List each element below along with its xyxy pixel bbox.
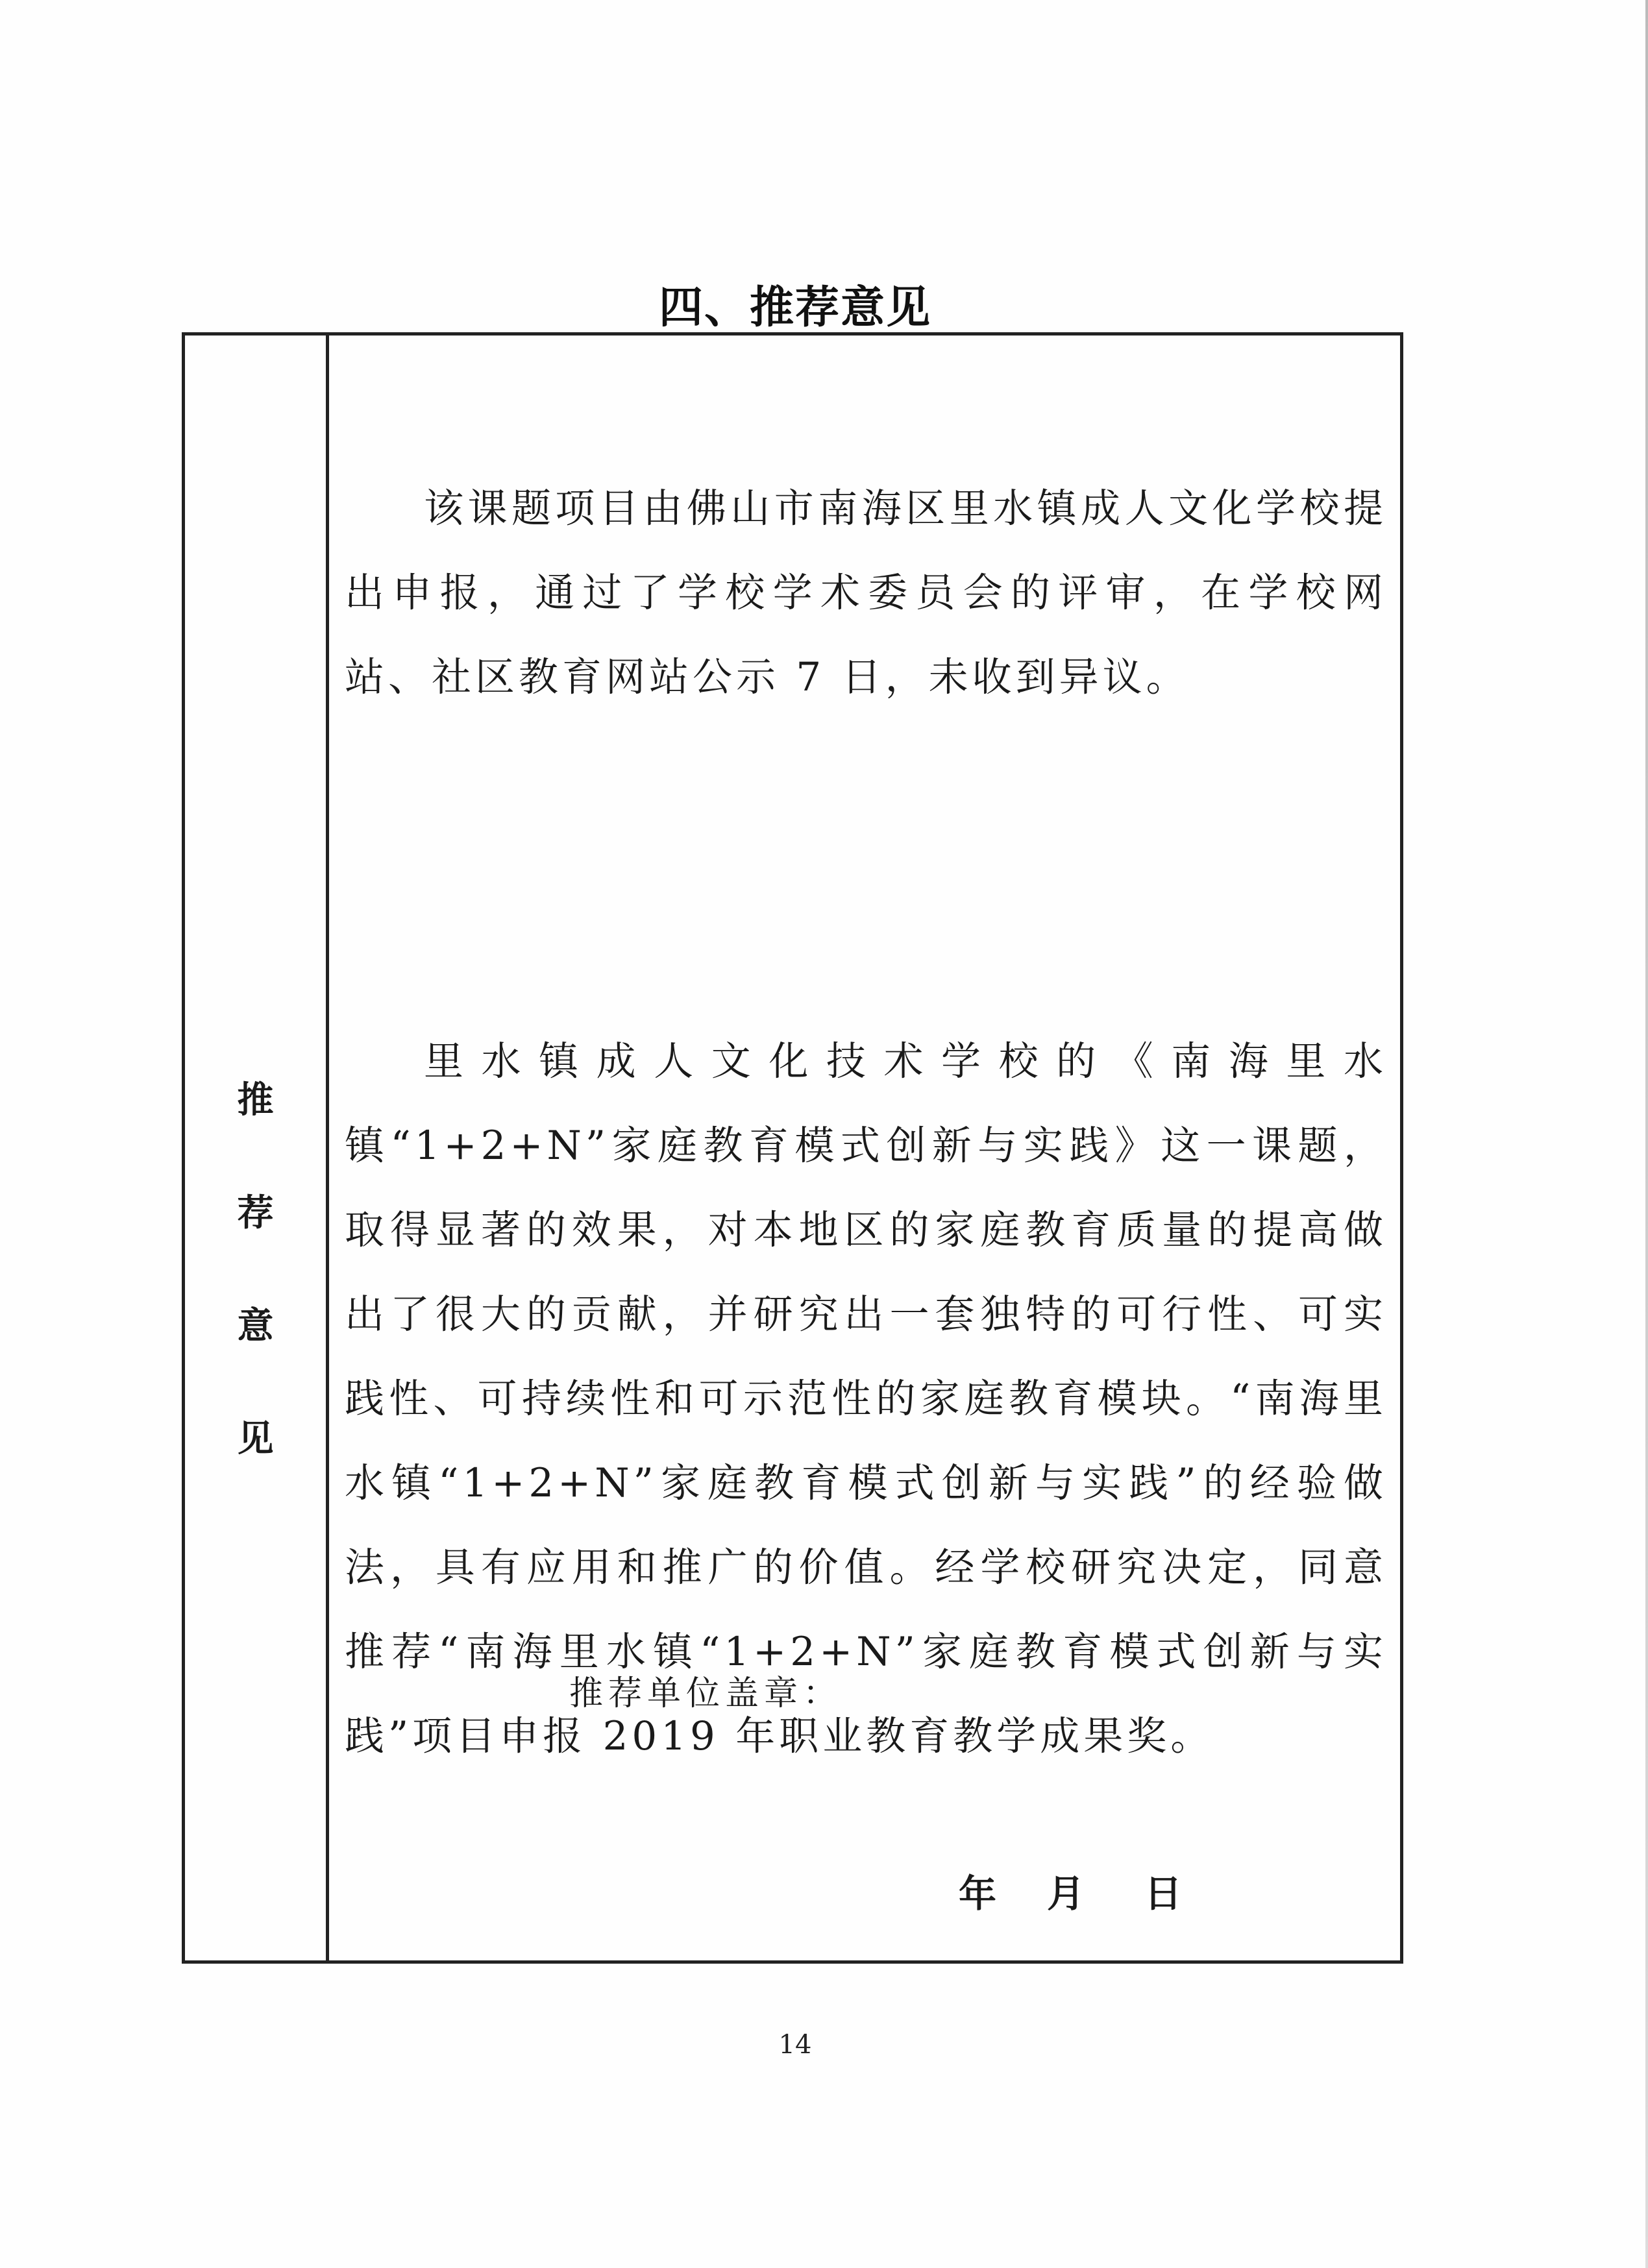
label-char-3: 意 xyxy=(237,1305,274,1347)
recommendation-table xyxy=(182,332,1403,1964)
opinion-content xyxy=(329,335,1400,1960)
section-title: 四、推荐意见 xyxy=(658,282,931,334)
scan-edge xyxy=(1645,0,1648,2268)
label-char-4: 见 xyxy=(237,1418,274,1460)
label-char-2: 荐 xyxy=(237,1192,274,1234)
recommendation-label xyxy=(185,1079,326,1460)
stamp-label: 推荐单位盖章： xyxy=(569,1674,842,1713)
date-month: 月 xyxy=(1047,1872,1085,1916)
date-year: 年 xyxy=(959,1872,997,1916)
page-number: 14 xyxy=(778,2030,812,2060)
date-day: 日 xyxy=(1144,1872,1183,1916)
opinion-paragraph-1: 该课题项目由佛山市南海区里水镇成人文化学校提出申报，通过了学校学术委员会的评审，在学校网站、社区教育网站公示 7 日，未收到异议。 xyxy=(345,485,1387,700)
date-line xyxy=(959,1863,1182,1918)
label-char-1: 推 xyxy=(237,1079,274,1121)
label-column xyxy=(185,335,329,1960)
opinion-paragraph-2: 里水镇成人文化技术学校的《南海里水镇“1+2+N”家庭教育模式创新与实践》这一课题，取得显著的效果，对本地区的家庭教育质量的提高做出了很大的贡献，并研究出一套独特的可行性、可实践性、可持续性和可示范性的家庭教育模块。“南海里水镇“1+2+N”家庭教育模式创新与实践”的经验做法，具有应用和推广的价值。经学校研究决定，同意推荐“南海里水镇“1+2+N”家庭教育模式创新与实践”项目申报 2019 年职业教育教学成果奖。 xyxy=(345,1038,1387,1759)
